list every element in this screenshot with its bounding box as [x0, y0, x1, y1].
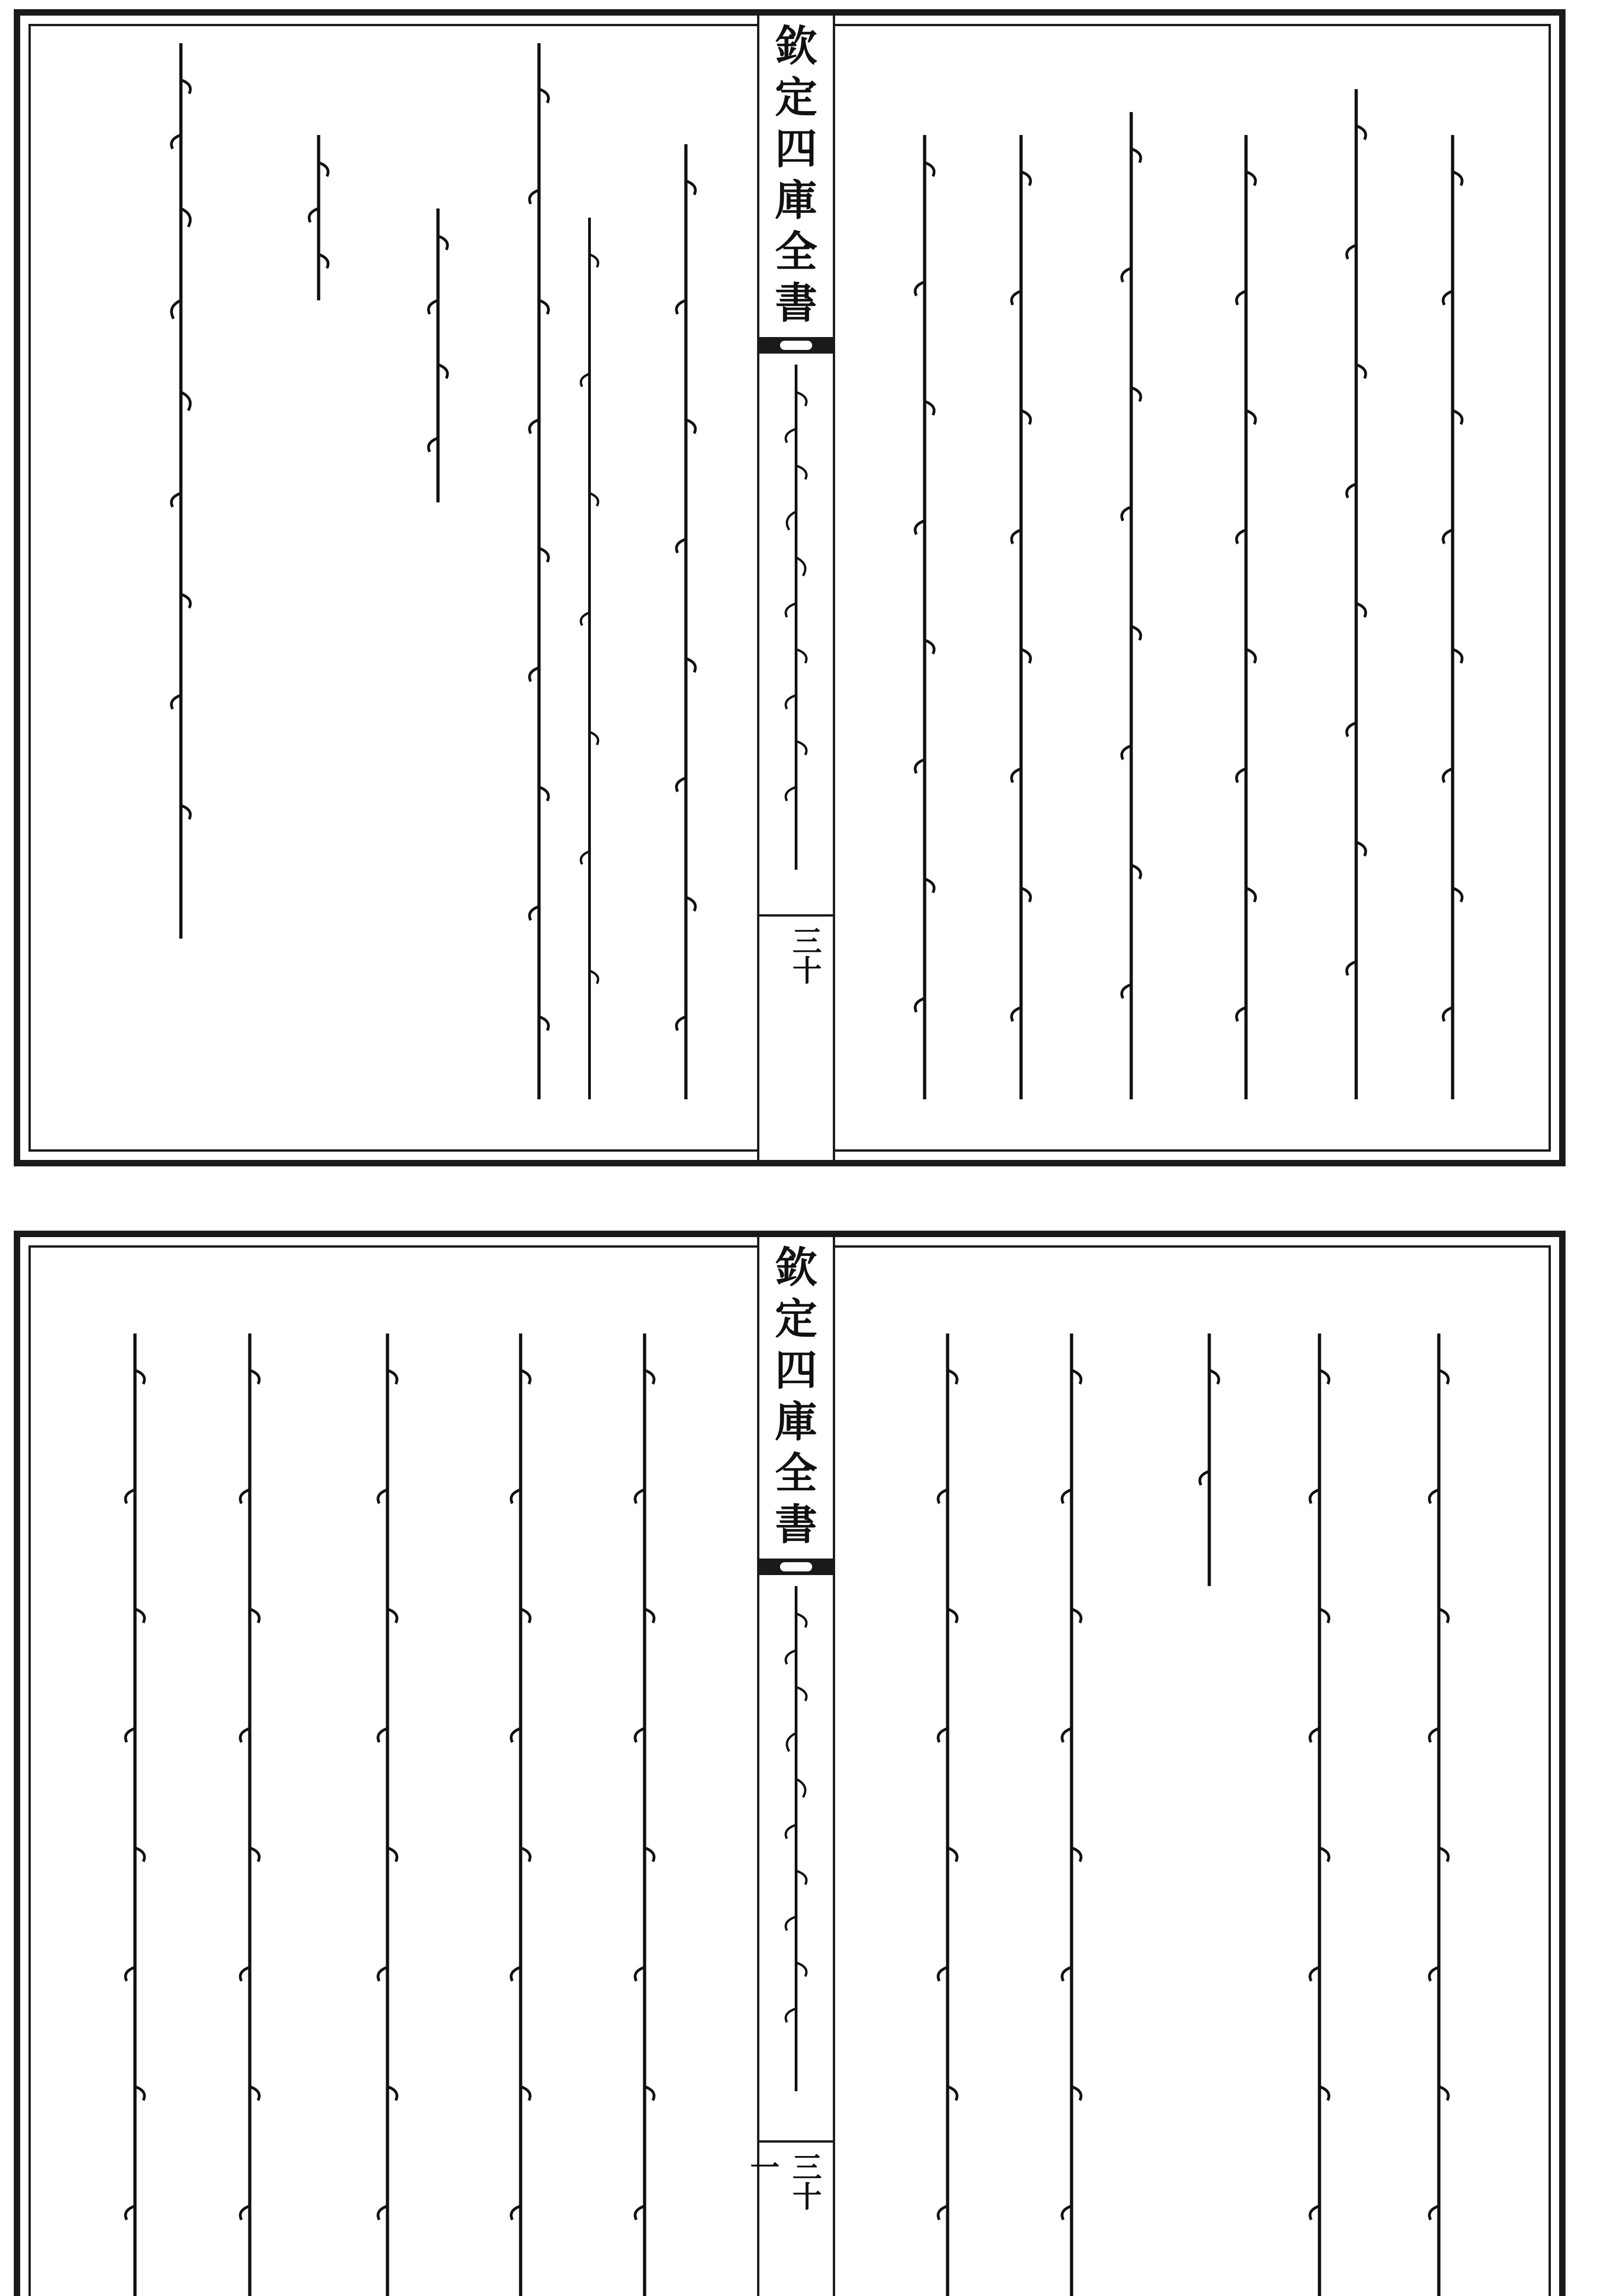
manchu-script-graphic	[507, 1265, 534, 2296]
manchu-text-column	[1007, 43, 1035, 1099]
folio-number: 三十一	[745, 2152, 822, 2211]
manchu-text-column	[911, 43, 938, 1099]
manchu-script-graphic	[1306, 1265, 1333, 2296]
manchu-script-graphic	[1232, 43, 1260, 1099]
manchu-script-graphic	[1439, 43, 1466, 1099]
manchu-text-column	[934, 1265, 961, 2296]
manchu-script-graphic	[1425, 1265, 1453, 2296]
spine-manchu-title	[773, 1586, 819, 2091]
spine-footer	[759, 914, 833, 999]
manchu-script-graphic	[1196, 1265, 1223, 1632]
manchu-script-graphic	[424, 43, 452, 456]
spine-char: 定	[775, 73, 817, 122]
manchu-text-column	[1342, 43, 1370, 1099]
manchu-script-graphic	[773, 365, 819, 870]
manchu-text-column	[631, 1265, 658, 2296]
fish-tail-ornament	[759, 337, 833, 354]
manchu-text-column	[374, 1265, 401, 2296]
spine-char: 全	[775, 1448, 817, 1498]
manchu-script-graphic	[374, 1265, 401, 2296]
manchu-script-graphic	[236, 1265, 264, 2296]
manchu-text-column	[1117, 43, 1145, 1099]
manchu-script-graphic	[305, 43, 332, 273]
manchu-script-graphic	[121, 1265, 149, 2296]
manchu-script-graphic	[631, 1265, 658, 2296]
spine-char: 欽	[775, 1243, 817, 1292]
manchu-script-graphic	[1342, 43, 1370, 1099]
manchu-script-graphic	[773, 1586, 819, 2091]
spine-title	[759, 1242, 833, 1550]
book-page-top	[14, 9, 1566, 1166]
manchu-text-column	[424, 43, 452, 456]
manchu-text-column	[121, 1265, 149, 2296]
book-page-bottom	[14, 1231, 1566, 2296]
manchu-script-graphic	[1007, 43, 1035, 1099]
spine-char: 庫	[775, 175, 817, 225]
manchu-text-column	[1058, 1265, 1085, 2296]
manchu-script-graphic	[1117, 43, 1145, 1099]
fish-tail-ornament	[759, 1559, 833, 1575]
spine-char: 書	[775, 1500, 817, 1549]
manchu-text-column	[525, 43, 553, 1099]
manchu-text-column	[576, 43, 603, 1099]
spine-char: 庫	[775, 1397, 817, 1446]
manchu-text-column	[507, 1265, 534, 2296]
manchu-script-graphic	[1058, 1265, 1085, 2296]
spine-char: 全	[775, 227, 817, 276]
manchu-script-graphic	[576, 43, 603, 1099]
spine-center	[745, 1237, 835, 2296]
manchu-text-column	[1439, 43, 1466, 1099]
folio-number: 三十	[787, 926, 822, 985]
spine-char: 四	[775, 124, 817, 174]
manchu-text-column	[167, 43, 195, 962]
spine-char: 書	[775, 278, 817, 328]
manchu-script-graphic	[672, 43, 700, 1099]
manchu-script-graphic	[525, 43, 553, 1099]
manchu-text-column	[1196, 1265, 1223, 1632]
manchu-text-column	[1306, 1265, 1333, 2296]
manchu-text-column	[305, 43, 332, 273]
manchu-text-column	[1232, 43, 1260, 1099]
manchu-text-column	[1425, 1265, 1453, 2296]
spine-center	[757, 16, 835, 1160]
spine-char: 定	[775, 1294, 817, 1344]
spine-char: 四	[775, 1345, 817, 1395]
manchu-script-graphic	[167, 43, 195, 962]
spine-footer	[745, 2140, 833, 2225]
spine-manchu-title	[773, 365, 819, 870]
spine-char: 欽	[775, 21, 817, 71]
spine-title	[759, 20, 833, 329]
manchu-script-graphic	[911, 43, 938, 1099]
manchu-text-column	[672, 43, 700, 1099]
manchu-script-graphic	[934, 1265, 961, 2296]
manchu-text-column	[236, 1265, 264, 2296]
